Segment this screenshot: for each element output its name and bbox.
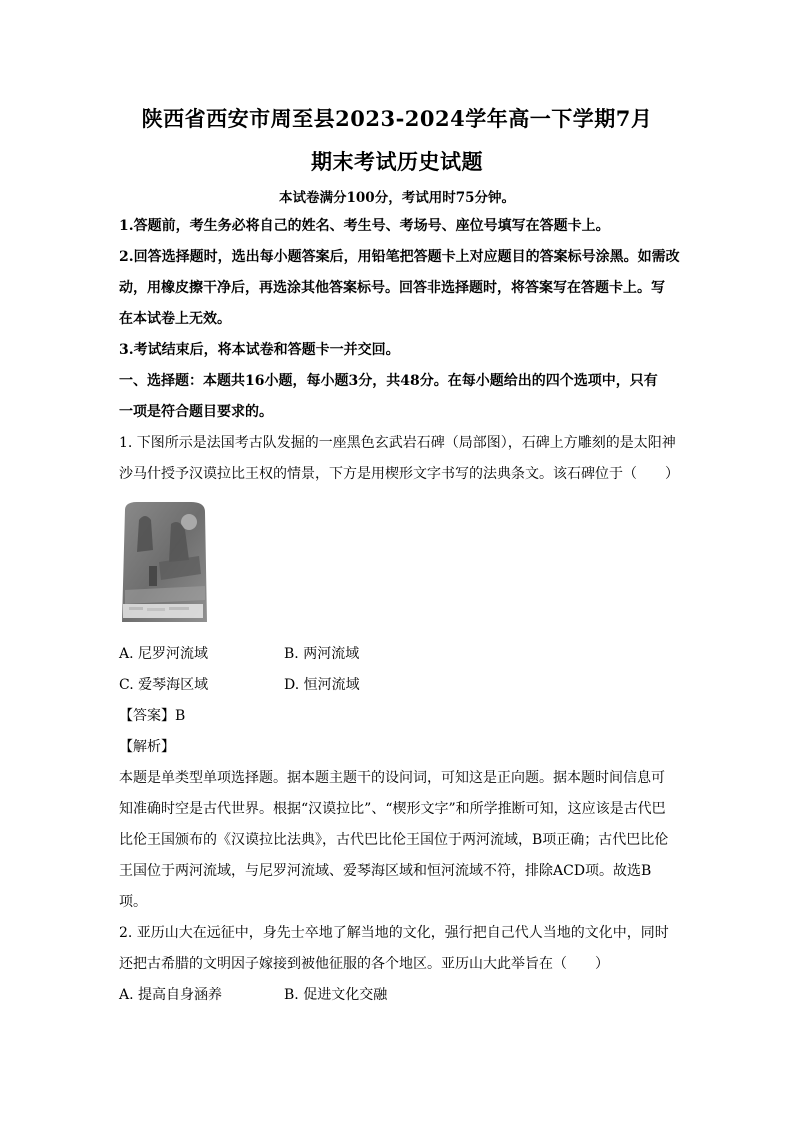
exam-subtitle: 本试卷满分100分，考试用时75分钟。 <box>279 190 515 206</box>
section-heading-line1: 一、选择题：本题共16小题，每小题3分，共48分。在每小题给出的四个选项中，只有 <box>119 373 658 389</box>
instruction-3: 3.考试结束后，将本试卷和答题卡一并交回。 <box>119 342 400 358</box>
q1-analysis-line2: 知准确时空是古代世界。根据“汉谟拉比”、“楔形文字”和所学推断可知，这应该是古代巴 <box>119 801 666 817</box>
q1-analysis-line1: 本题是单类型单项选择题。据本题主题干的设问词，可知这是正向题。据本题时间信息可 <box>119 770 665 786</box>
q1-answer: 【答案】B <box>119 708 186 724</box>
q1-analysis-label: 【解析】 <box>119 739 175 755</box>
q1-option-b: B. 两河流域 <box>284 646 360 662</box>
q1-analysis-line5: 项。 <box>119 894 147 910</box>
q2-stem-line2: 还把古希腊的文明因子嫁接到被他征服的各个地区。亚历山大此举旨在（ ） <box>119 956 609 972</box>
exam-title-line2: 期末考试历史试题 <box>311 149 483 174</box>
instruction-1: 1.答题前，考生务必将自己的姓名、考生号、考场号、座位号填写在答题卡上。 <box>119 218 610 234</box>
section-heading-line2: 一项是符合题目要求的。 <box>119 404 273 420</box>
instruction-2-line1: 2.回答选择题时，选出每小题答案后，用铅笔把答题卡上对应题目的答案标号涂黑。如需改 <box>119 249 680 265</box>
stele-image <box>119 500 209 624</box>
q1-analysis-line4: 王国位于两河流域，与尼罗河流域、爱琴海区域和恒河流域不符，排除ACD项。故选B <box>119 863 652 879</box>
q1-option-a: A. 尼罗河流域 <box>119 646 209 662</box>
q1-option-d: D. 恒河流域 <box>284 677 360 693</box>
q1-option-c: C. 爱琴海区域 <box>119 677 209 693</box>
q1-stem-line2: 沙马什授予汉谟拉比王权的情景，下方是用楔形文字书写的法典条文。该石碑位于（ ） <box>119 466 679 482</box>
instruction-2-line2: 动，用橡皮擦干净后，再选涂其他答案标号。回答非选择题时，将答案写在答题卡上。写 <box>119 280 665 296</box>
q2-stem-line1: 2. 亚历山大在远征中，身先士卒地了解当地的文化，强行把自己代人当地的文化中，同时 <box>119 925 669 941</box>
q2-option-a: A. 提高自身涵养 <box>119 987 223 1003</box>
instruction-2-line3: 在本试卷上无效。 <box>119 311 231 327</box>
exam-title-line1: 陕西省西安市周至县2023-2024学年高一下学期7月 <box>141 106 653 131</box>
q1-stem-line1: 1. 下图所示是法国考古队发掘的一座黑色玄武岩石碑（局部图），石碑上方雕刻的是太阳神 <box>119 435 676 451</box>
q2-option-b: B. 促进文化交融 <box>284 987 388 1003</box>
q1-analysis-line3: 比伦王国颁布的《汉谟拉比法典》，古代巴比伦王国位于两河流域，B项正确；古代巴比伦 <box>119 832 669 848</box>
